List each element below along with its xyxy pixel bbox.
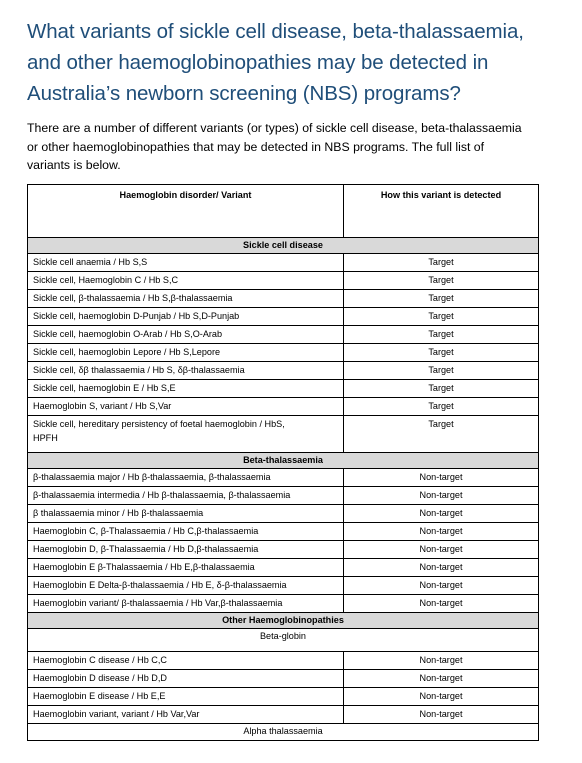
variant-cell: Haemoglobin E Delta-β-thalassaemia / Hb E, δ-β-thalassaemia	[28, 577, 344, 595]
detection-cell: Non-target	[344, 688, 539, 706]
table-header-row	[28, 185, 539, 238]
variant-cell: β-thalassaemia intermedia / Hb β-thalassaemia, β-thalassaemia	[28, 487, 344, 505]
subsection-row-beta-globin	[28, 629, 539, 652]
table-row	[28, 469, 539, 487]
variant-cell: Sickle cell, β-thalassaemia / Hb S,β-thalassaemia	[28, 290, 344, 308]
detection-cell: Non-target	[344, 541, 539, 559]
variant-cell: Haemoglobin C, β-Thalassaemia / Hb C,β-thalassaemia	[28, 523, 344, 541]
table-row	[28, 688, 539, 706]
section-title: Beta-thalassaemia	[28, 453, 539, 469]
detection-cell: Target	[344, 344, 539, 362]
subsection-row-alpha-thalassaemia	[28, 724, 539, 741]
column-header-variant: Haemoglobin disorder/ Variant	[28, 185, 344, 238]
variant-cell: β-thalassaemia major / Hb β-thalassaemia, β-thalassaemia	[28, 469, 344, 487]
detection-cell: Target	[344, 290, 539, 308]
detection-cell: Non-target	[344, 652, 539, 670]
subsection-title: Alpha thalassaemia	[28, 724, 539, 741]
detection-cell: Non-target	[344, 487, 539, 505]
page-title	[27, 16, 567, 109]
table-row	[28, 290, 539, 308]
variant-cell-line: HPFH	[33, 432, 58, 443]
detection-cell: Non-target	[344, 595, 539, 613]
detection-cell: Target	[344, 272, 539, 290]
variant-cell: Sickle cell, haemoglobin D-Punjab / Hb S,D-Punjab	[28, 308, 344, 326]
variant-cell: Sickle cell, δβ thalassaemia / Hb S, δβ-thalassaemia	[28, 362, 344, 380]
subsection-title: Beta-globin	[28, 629, 539, 652]
variant-cell: Haemoglobin D disease / Hb D,D	[28, 670, 344, 688]
variant-cell: Haemoglobin D, β-Thalassaemia / Hb D,β-thalassaemia	[28, 541, 344, 559]
table-row	[28, 706, 539, 724]
table-row	[28, 416, 539, 453]
variant-cell: Sickle cell, haemoglobin O-Arab / Hb S,O-Arab	[28, 326, 344, 344]
table-row	[28, 344, 539, 362]
detection-cell: Non-target	[344, 670, 539, 688]
table-row	[28, 308, 539, 326]
intro-paragraph	[27, 119, 567, 175]
intro-line: variants is below.	[27, 158, 121, 172]
variant-cell: Haemoglobin S, variant / Hb S,Var	[28, 398, 344, 416]
detection-cell: Non-target	[344, 559, 539, 577]
detection-cell: Target	[344, 308, 539, 326]
table-row	[28, 487, 539, 505]
section-header-other-haemoglobinopathies	[28, 613, 539, 629]
table-row	[28, 559, 539, 577]
section-header-sickle-cell	[28, 238, 539, 254]
variants-table	[27, 184, 539, 741]
table-row	[28, 595, 539, 613]
variant-cell: Sickle cell, haemoglobin Lepore / Hb S,Lepore	[28, 344, 344, 362]
variant-cell: Haemoglobin E β-Thalassaemia / Hb E,β-thalassaemia	[28, 559, 344, 577]
table-row	[28, 362, 539, 380]
table-row	[28, 254, 539, 272]
table-row	[28, 652, 539, 670]
variant-cell: Sickle cell, Haemoglobin C / Hb S,C	[28, 272, 344, 290]
detection-cell: Non-target	[344, 577, 539, 595]
title-line: Australia’s newborn screening (NBS) programs?	[27, 82, 461, 105]
variant-cell: Haemoglobin C disease / Hb C,C	[28, 652, 344, 670]
table-row	[28, 670, 539, 688]
table-row	[28, 577, 539, 595]
variant-cell: Sickle cell, haemoglobin E / Hb S,E	[28, 380, 344, 398]
variant-cell: Haemoglobin variant, variant / Hb Var,Var	[28, 706, 344, 724]
variant-cell: β thalassaemia minor / Hb β-thalassaemia	[28, 505, 344, 523]
column-header-detection: How this variant is detected	[344, 185, 539, 238]
detection-cell: Target	[344, 380, 539, 398]
variant-cell-line: Sickle cell, hereditary persistency of foetal haemoglobin / HbS,	[33, 419, 285, 429]
detection-cell: Target	[344, 398, 539, 416]
table-row	[28, 505, 539, 523]
table-row	[28, 541, 539, 559]
intro-line: There are a number of different variants (or types) of sickle cell disease, beta-thalassaemia	[27, 121, 522, 135]
detection-cell: Non-target	[344, 706, 539, 724]
detection-cell: Non-target	[344, 469, 539, 487]
section-title: Sickle cell disease	[28, 238, 539, 254]
detection-cell: Non-target	[344, 523, 539, 541]
detection-cell: Target	[344, 416, 539, 453]
title-line: What variants of sickle cell disease, beta-thalassaemia,	[27, 20, 524, 43]
table-row	[28, 326, 539, 344]
variant-cell: Sickle cell anaemia / Hb S,S	[28, 254, 344, 272]
table-row	[28, 523, 539, 541]
detection-cell: Target	[344, 362, 539, 380]
title-line: and other haemoglobinopathies may be detected in	[27, 51, 489, 74]
variant-cell: Haemoglobin variant/ β-thalassaemia / Hb Var,β-thalassaemia	[28, 595, 344, 613]
section-header-beta-thalassaemia	[28, 453, 539, 469]
detection-cell: Target	[344, 326, 539, 344]
intro-line: or other haemoglobinopathies that may be detected in NBS programs. The full list of	[27, 139, 485, 154]
detection-cell: Target	[344, 254, 539, 272]
variant-cell	[28, 416, 344, 453]
variant-cell: Haemoglobin E disease / Hb E,E	[28, 688, 344, 706]
detection-cell: Non-target	[344, 505, 539, 523]
table-row	[28, 398, 539, 416]
section-title: Other Haemoglobinopathies	[28, 613, 539, 629]
table-row	[28, 380, 539, 398]
table-row	[28, 272, 539, 290]
